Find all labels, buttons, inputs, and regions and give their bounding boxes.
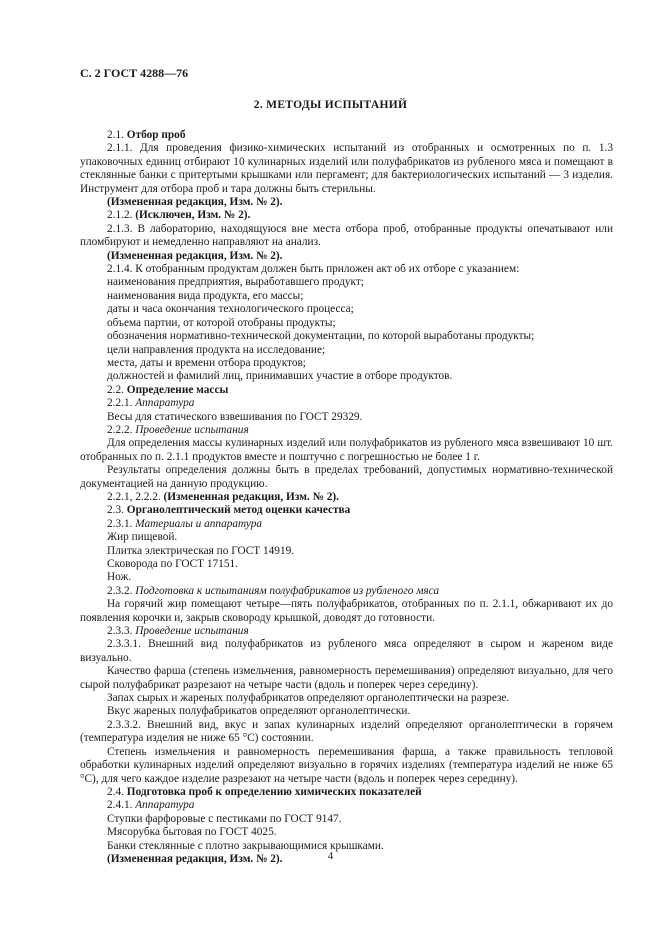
paragraph-text: 2.1.1. Для проведения физико-химических испытаний из отобранных и осмотренных по п. 1.3 упаковочных единиц отбирают 10 кулинарных изделий или полуфабрикатов из рубленого мяса и помещают в стеклянные банки с притертыми крышками или пергамент; для бактериологических испытаний — 3 изделия. Инструмент для отбора проб и тара должны быть стерильны. bbox=[80, 142, 613, 195]
clause-heading: Органолептический метод оценки качества bbox=[126, 504, 351, 517]
paragraph-text: 2.3.3.2. Внешний вид, вкус и запах кулинарных изделий определяют органолептически в горячем (температура изделия не ниже 65 °С) состоянии. bbox=[80, 718, 613, 745]
clause-number: 2.2. bbox=[107, 383, 124, 396]
paragraph-text: места, даты и времени отбора продуктов; bbox=[107, 356, 306, 369]
clause-number: 2.1. bbox=[107, 129, 124, 141]
clause-number: 2.1.2. bbox=[107, 209, 133, 222]
clause-number: 2.3. bbox=[107, 504, 124, 517]
paragraph-text: Весы для статического взвешивания по ГОСТ 29329. bbox=[107, 410, 363, 423]
paragraph bbox=[80, 129, 613, 142]
paragraph-text: (Измененная редакция, Изм. № 2). bbox=[107, 249, 283, 262]
paragraph bbox=[80, 786, 613, 799]
paragraph-text: Ступки фарфоровые с пестиками по ГОСТ 9147. bbox=[107, 812, 342, 825]
paragraph bbox=[80, 209, 613, 222]
paragraph bbox=[80, 491, 613, 504]
clause-number: 2.4. bbox=[107, 785, 124, 798]
paragraph bbox=[80, 531, 613, 544]
paragraph-text: (Измененная редакция, Изм. № 2). bbox=[107, 196, 283, 209]
paragraph bbox=[80, 424, 613, 437]
paragraph bbox=[80, 263, 613, 276]
paragraph bbox=[80, 598, 613, 625]
page-number: 4 bbox=[327, 850, 334, 862]
clause-number: 2.3.3. bbox=[107, 625, 133, 638]
clause-heading: Аппаратура bbox=[135, 397, 195, 410]
paragraph-text: обозначения нормативно-технической документации, по которой выработаны продукты; bbox=[107, 330, 535, 343]
paragraph bbox=[80, 196, 613, 209]
clause-heading: Определение массы bbox=[126, 383, 229, 396]
section-title: 2. МЕТОДЫ ИСПЫТАНИЙ bbox=[253, 99, 408, 111]
clause-heading: Аппаратура bbox=[135, 799, 195, 812]
paragraph bbox=[80, 826, 613, 839]
clause-heading: Проведение испытания bbox=[135, 625, 249, 638]
paragraph bbox=[80, 290, 613, 303]
paragraph-text: Вкус жареных полуфабрикатов определяют органолептически. bbox=[107, 705, 411, 718]
paragraph bbox=[80, 504, 613, 517]
clause-number: 2.3.2. bbox=[107, 584, 133, 597]
paragraph bbox=[80, 665, 613, 692]
paragraph bbox=[80, 585, 613, 598]
paragraph-text: наименования вида продукта, его массы; bbox=[107, 289, 304, 302]
clause-heading: Подготовка к испытаниям полуфабрикатов из рубленого мяса bbox=[135, 584, 440, 597]
paragraph-text: Жир пищевой. bbox=[107, 531, 178, 544]
clause-number: 2.2.1. bbox=[107, 397, 133, 410]
paragraph bbox=[80, 437, 613, 464]
paragraph bbox=[80, 411, 613, 424]
paragraph bbox=[80, 464, 613, 491]
paragraph bbox=[80, 250, 613, 263]
paragraph-text: даты и часа окончания технологического процесса; bbox=[107, 303, 354, 316]
document-body bbox=[80, 129, 613, 866]
paragraph bbox=[80, 303, 613, 316]
paragraph bbox=[80, 799, 613, 812]
paragraph-text: Степень измельчения и равномерность перемешивания фарша, а также правильность тепловой обработки кулинарных изделий определяют визуально в горячих изделиях (температура изделий не ниже 65 °С), для чего каждое изделие разрезают на четыре части (вдоль и поперек через середину). bbox=[80, 745, 613, 785]
paragraph bbox=[80, 344, 613, 357]
clause-heading: Подготовка проб к определению химических показателей bbox=[126, 785, 422, 798]
clause-heading: (Измененная редакция, Изм. № 2). bbox=[163, 490, 339, 503]
paragraph bbox=[80, 518, 613, 531]
clause-heading: Отбор проб bbox=[126, 129, 186, 141]
clause-heading: (Исключен, Изм. № 2). bbox=[135, 209, 251, 222]
paragraph-text: 2.1.3. В лабораторию, находящуюся вне места отбора проб, отобранные продукты опечатывают или пломбируют и немедленно направляют на анализ. bbox=[80, 222, 613, 249]
paragraph bbox=[80, 223, 613, 250]
paragraph-text: Качество фарша (степень измельчения, равномерность перемешивания) определяют визуально, для чего сырой полуфабрикат разрезают на четыре части (вдоль и поперек через середину). bbox=[80, 665, 613, 691]
clause-number: 2.2.1, 2.2.2. bbox=[107, 490, 161, 503]
paragraph bbox=[80, 571, 613, 584]
page-header: С. 2 ГОСТ 4288—76 bbox=[80, 66, 189, 80]
clause-heading: Проведение испытания bbox=[135, 423, 249, 436]
paragraph bbox=[80, 370, 613, 383]
paragraph-text: (Измененная редакция, Изм. № 2). bbox=[107, 852, 283, 865]
paragraph-text: Сковорода по ГОСТ 17151. bbox=[107, 558, 238, 570]
paragraph-text: 2.3.3.1. Внешний вид полуфабрикатов из рубленого мяса определяют в сыром и жареном виде визуально. bbox=[80, 638, 613, 664]
paragraph-text: Результаты определения должны быть в пределах требований, допустимых нормативно-технической документацией на данную продукцию. bbox=[80, 464, 613, 490]
paragraph bbox=[80, 142, 613, 196]
paragraph-text: Мясорубка бытовая по ГОСТ 4025. bbox=[107, 826, 277, 839]
paragraph-text: должностей и фамилий лиц, принимавших участие в отборе продуктов. bbox=[107, 370, 453, 383]
paragraph bbox=[80, 746, 613, 786]
paragraph bbox=[80, 357, 613, 370]
paragraph bbox=[80, 719, 613, 746]
clause-number: 2.3.1. bbox=[107, 517, 133, 530]
paragraph-text: Нож. bbox=[107, 571, 132, 584]
clause-heading: Материалы и аппаратура bbox=[135, 517, 263, 530]
paragraph bbox=[80, 692, 613, 705]
paragraph bbox=[80, 625, 613, 638]
paragraph-text: цели направления продукта на исследование; bbox=[107, 343, 326, 356]
paragraph-text: Банки стеклянные с плотно закрывающимися крышками. bbox=[107, 839, 384, 852]
paragraph-text: объема партии, от которой отобраны продукты; bbox=[107, 316, 336, 329]
paragraph bbox=[80, 813, 613, 826]
paragraph bbox=[80, 317, 613, 330]
paragraph bbox=[80, 638, 613, 665]
clause-number: 2.2.2. bbox=[107, 423, 133, 436]
paragraph bbox=[80, 558, 613, 571]
paragraph bbox=[80, 705, 613, 718]
paragraph bbox=[80, 384, 613, 397]
paragraph-text: Запах сырых и жареных полуфабрикатов определяют органолептически на разрезе. bbox=[107, 692, 510, 705]
paragraph-text: наименования предприятия, выработавшего продукт; bbox=[107, 276, 364, 289]
paragraph bbox=[80, 330, 613, 343]
paragraph bbox=[80, 276, 613, 289]
paragraph bbox=[80, 545, 613, 558]
paragraph-text: 2.1.4. К отобранным продуктам должен быть приложен акт об их отборе с указанием: bbox=[107, 263, 520, 276]
clause-number: 2.4.1. bbox=[107, 799, 133, 812]
paragraph-text: Плитка электрическая по ГОСТ 14919. bbox=[107, 544, 295, 557]
paragraph bbox=[80, 397, 613, 410]
paragraph-text: На горячий жир помещают четыре—пять полуфабрикатов, отобранных по п. 2.1.1, обжаривают их до появления корочки и, закрыв сковороду крышкой, доводят до готовности. bbox=[80, 598, 613, 624]
paragraph-text: Для определения массы кулинарных изделий или полуфабрикатов из рубленого мяса взвешивают 10 шт. отобранных по п. 2.1.1 продуктов вместе и поштучно с погрешностью не более 1 г. bbox=[80, 437, 613, 463]
